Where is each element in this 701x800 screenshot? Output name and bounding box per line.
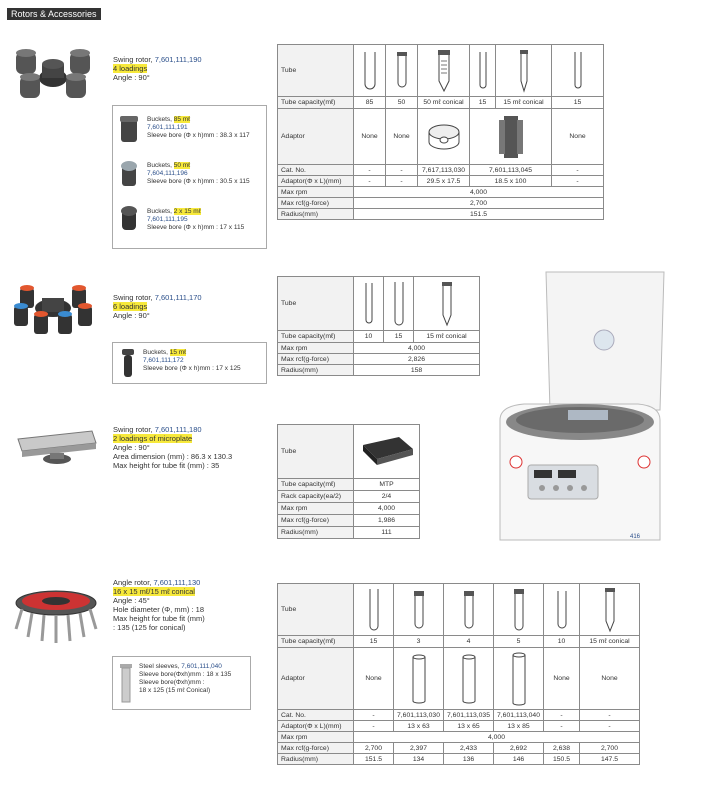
table-cell: 151.5 [354,209,604,220]
microplate-icon [354,425,420,479]
row-label: Radius(mm) [278,754,354,765]
tube-label: Tube [278,45,354,97]
row-label: Radius(mm) [278,365,354,376]
table-cell: - [386,165,418,176]
table-cell: 13 x 65 [444,721,494,732]
table-cell: 15 mℓ conical [580,636,640,648]
rotor-4-loadings: 16 x 15 mℓ/15 mℓ conical [113,587,195,596]
rotor-3-loadings: 2 loadings of microplate [113,434,193,443]
table-cell: 2,433 [444,743,494,754]
rotor-1-spec-table [277,44,604,220]
table-cell: - [354,176,386,187]
rotor-2-code: 7,601,111,170 [154,293,202,302]
table-cell: - [552,176,604,187]
table-cell: 15 [470,97,496,109]
table-cell: None [552,109,604,165]
steel-sleeve-image [119,663,133,703]
bucket-2x15: Buckets, 2 x 15 mℓ 7,601,111,195 Sleeve bore (Φ x h)mm : 17 x 115 [147,208,245,231]
table-cell: 2,700 [580,743,640,754]
rotor-2-description: Swing rotor, 7,601,111,170 6 loadings Angle : 90° [113,293,202,320]
rotor-1-loadings: 4 loadings [113,64,148,73]
table-cell: 2,700 [354,198,604,209]
table-cell: 2,397 [394,743,444,754]
table-cell: 2,826 [354,354,480,365]
table-cell: 147.5 [580,754,640,765]
table-cell: 50 [386,97,418,109]
rotor-1-description: Swing rotor, 7,601,111,190 4 loadings Angle : 90° [113,55,202,82]
adaptor-15-icon [470,109,552,165]
table-cell: 85 [354,97,386,109]
rotor-3-spec-table [277,424,420,539]
table-cell: 15 [384,331,414,343]
tube-15-icon [470,45,496,97]
table-cell: 10 [354,331,384,343]
table-cell: - [386,176,418,187]
table-cell: 3 [394,636,444,648]
adaptor-5-icon [494,648,544,710]
table-cell: 29.5 x 17.5 [418,176,470,187]
table-cell: - [580,710,640,721]
microplate-rotor-image [10,423,100,473]
bucket-85-image [119,116,139,146]
bucket-15: Buckets, 15 mℓ 7,601,111,172 Sleeve bore (Φ x h)mm : 17 x 125 [143,349,241,372]
adaptor-4-icon [444,648,494,710]
rotor-2-spec-table [277,276,480,376]
table-cell: 13 x 63 [394,721,444,732]
rotor-4-accessory-box [112,656,251,710]
bucket-50: Buckets, 50 mℓ 7,604,111,196 Sleeve bore (Φ x h)mm : 30.5 x 115 [147,162,250,185]
table-cell: 18.5 x 100 [470,176,552,187]
row-label: Max rcf(g-force) [278,515,354,527]
table-cell: 151.5 [354,754,394,765]
table-cell: 7,601,113,040 [494,710,544,721]
rotor-1-accessories-box [112,105,267,249]
tube-15-conical-icon [580,584,640,636]
table-cell: 150.5 [544,754,580,765]
row-label: Tube capacity(mℓ) [278,97,354,109]
row-label: Max rpm [278,732,354,743]
table-cell: - [544,710,580,721]
tube-15-icon [354,584,394,636]
table-cell: - [552,165,604,176]
tube-10-icon [354,277,384,331]
table-cell: 111 [354,527,420,539]
row-label: Cat. No. [278,710,354,721]
table-cell: None [386,109,418,165]
tube-5-icon [494,584,544,636]
table-cell: 4,000 [354,187,604,198]
tube-15-icon [384,277,414,331]
tube-15-conical-icon [496,45,552,97]
tube-4-icon [444,584,494,636]
table-cell: 158 [354,365,480,376]
row-label: Tube capacity(mℓ) [278,331,354,343]
table-cell: - [354,165,386,176]
table-cell: 7,601,113,035 [444,710,494,721]
tube-15-conical-icon [414,277,480,331]
table-cell: 7,601,113,045 [470,165,552,176]
rotor-2-accessory-box [112,342,267,384]
table-cell: 2,700 [354,743,394,754]
tube-10-icon [544,584,580,636]
table-cell: None [354,648,394,710]
table-cell: 4,000 [354,503,420,515]
rotor-4-spec-table [277,583,640,765]
row-label: Tube [278,277,354,331]
table-cell: 2/4 [354,491,420,503]
table-cell: 15 mℓ conical [496,97,552,109]
swing-rotor-6-image [10,270,96,340]
rotor-1-code: 7,601,111,190 [154,55,202,64]
table-cell: 4,000 [354,343,480,354]
row-label: Adaptor(Φ x L)(mm) [278,721,354,732]
table-cell: 13 x 85 [494,721,544,732]
row-label: Max rpm [278,503,354,515]
row-label: Rack capacity(ea/2) [278,491,354,503]
row-label: Max rcf(g-force) [278,198,354,209]
table-cell: None [580,648,640,710]
table-cell: 7,617,113,030 [418,165,470,176]
table-cell: None [354,109,386,165]
table-cell: 50 mℓ conical [418,97,470,109]
table-cell: 15 [354,636,394,648]
table-cell: 7,601,113,030 [394,710,444,721]
centrifuge-device-image [488,270,668,550]
steel-sleeves: Steel sleeves, 7,601,111,040 Sleeve bore(Φxh)mm : 18 x 135 Sleeve bore(Φxh)mm : 18 x 125 (15 mℓ Conical) [139,663,232,694]
table-cell: 2,638 [544,743,580,754]
rotor-4-code: 7,601,111,130 [153,578,201,587]
tube-50-icon [386,45,418,97]
adaptor-3-icon [394,648,444,710]
bucket-15-image [121,348,135,378]
bucket-2x15-image [119,204,139,234]
table-cell: - [580,721,640,732]
row-label: Tube capacity(mℓ) [278,479,354,491]
table-cell: 2,692 [494,743,544,754]
section-header: Rotors & Accessories [7,8,101,20]
swing-rotor-4-image [12,38,94,106]
table-cell: MTP [354,479,420,491]
tube-50-conical-icon [418,45,470,97]
tube-85-icon [354,45,386,97]
rotor-3-description: Swing rotor, 7,601,111,180 2 loadings of microplate Angle : 90° Area dimension (mm) : 86.3 x 130.3 Max height for tube fit (mm) : 35 [113,425,233,470]
table-cell: 146 [494,754,544,765]
table-cell: 5 [494,636,544,648]
row-label: Max rpm [278,343,354,354]
table-cell: 10 [544,636,580,648]
rotor-3-code: 7,601,111,180 [154,425,202,434]
angle-rotor-image [10,585,102,645]
table-cell: - [354,721,394,732]
table-cell: 15 [552,97,604,109]
row-label: Tube [278,584,354,636]
row-label: Tube capacity(mℓ) [278,636,354,648]
tube-3-icon [394,584,444,636]
table-cell: 1,986 [354,515,420,527]
table-cell: 134 [394,754,444,765]
adaptor-50-conical-icon [418,109,470,165]
row-label: Adaptor [278,648,354,710]
row-label: Cat. No. [278,165,354,176]
row-label: Max rpm [278,187,354,198]
row-label: Adaptor [278,109,354,165]
row-label: Max rcf(g-force) [278,743,354,754]
row-label: Adaptor(Φ x L)(mm) [278,176,354,187]
table-cell: 136 [444,754,494,765]
rotor-4-description: Angle rotor, 7,601,111,130 16 x 15 mℓ/15 mℓ conical Angle : 45° Hole diameter (Φ, mm) : 18 Max height for tube fit (mm) : 135 (125 for conical) [113,578,205,632]
row-label: Radius(mm) [278,209,354,220]
row-label: Tube [278,425,354,479]
rotor-2-loadings: 6 loadings [113,302,148,311]
bucket-85: Buckets, 85 mℓ 7,601,111,191 Sleeve bore (Φ x h)mm : 38.3 x 117 [147,116,250,139]
row-label: Radius(mm) [278,527,354,539]
table-cell: - [354,710,394,721]
table-cell: 15 mℓ conical [414,331,480,343]
row-label: Max rcf(g-force) [278,354,354,365]
table-cell: 4,000 [354,732,640,743]
table-cell: - [544,721,580,732]
table-cell: 4 [444,636,494,648]
tube-15-b-icon [552,45,604,97]
device-model-label: 416 [630,534,641,540]
bucket-50-image [119,160,139,190]
table-cell: None [544,648,580,710]
